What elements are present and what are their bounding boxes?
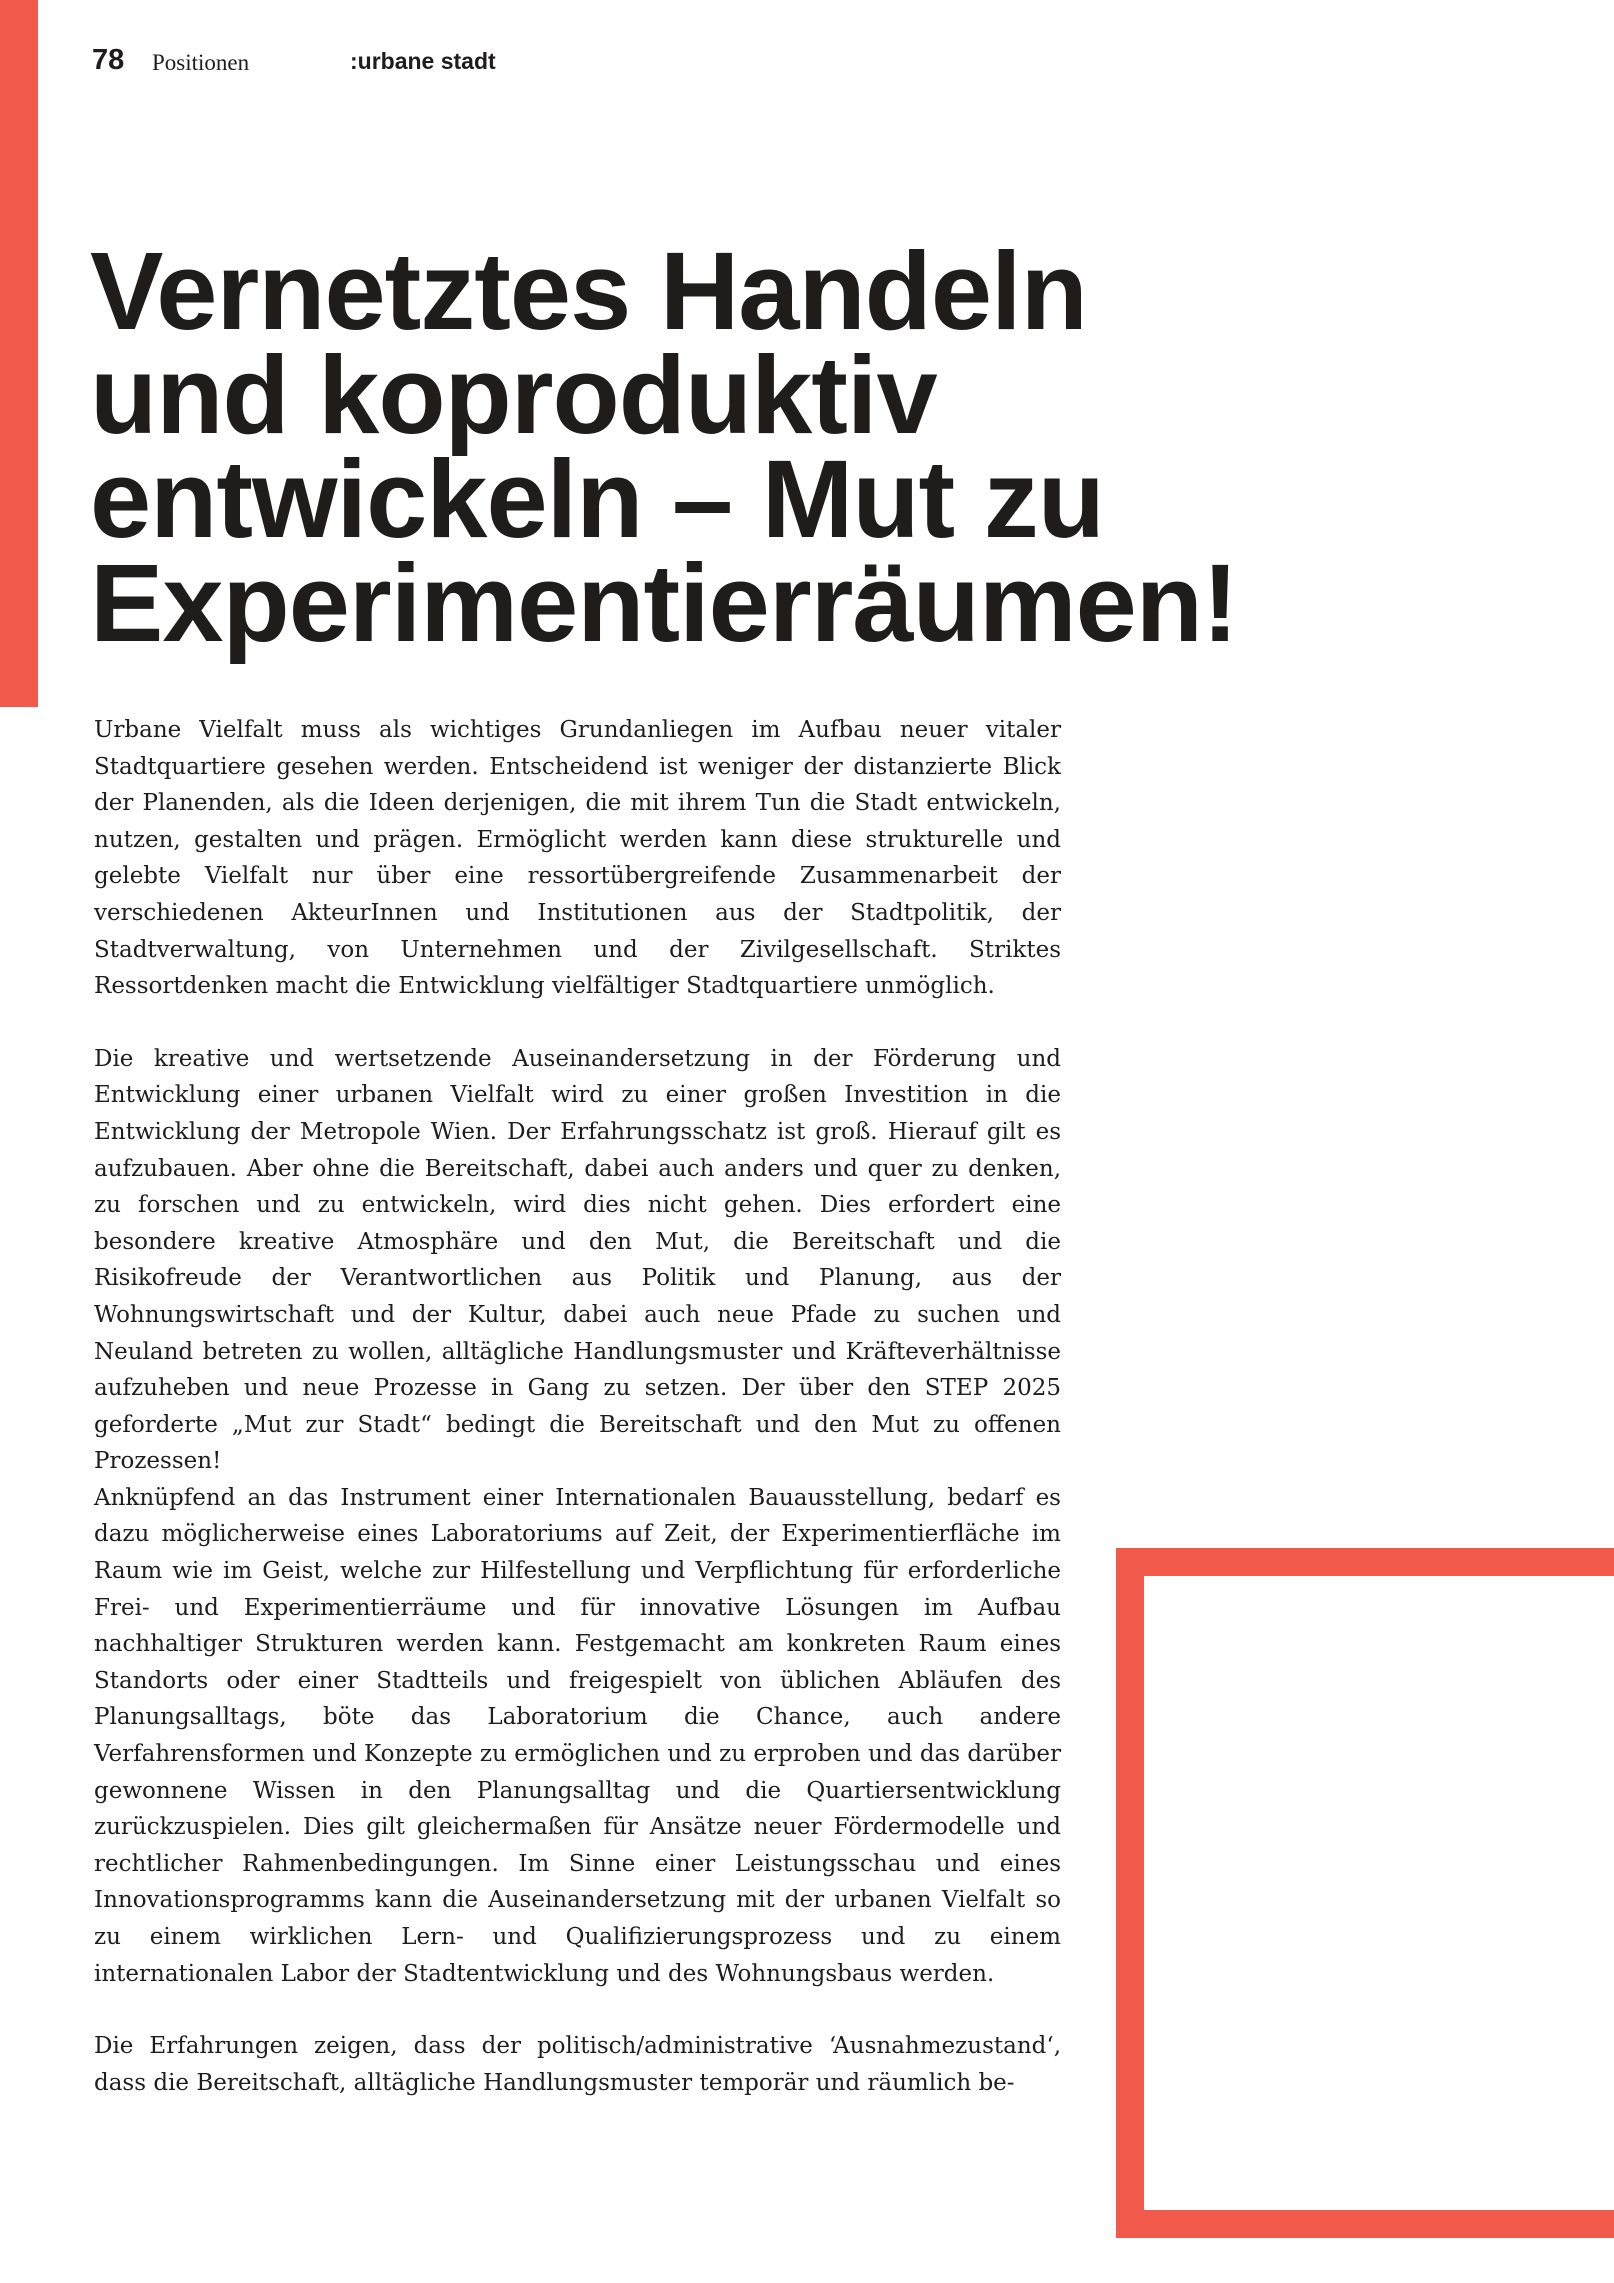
body-paragraph: Die Erfahrungen zeigen, dass der politisch/administrative ‘Ausnahmezustand‘, dass die Bereitschaft, alltägliche Handlungsmuster temporär und räumlich be- bbox=[94, 2033, 1061, 2096]
body-paragraph: Anknüpfend an das Instrument einer Internationalen Bauausstellung, bedarf es dazu möglicherweise eines Laboratoriums auf Zeit, der Experimentierfläche im Raum wie im Geist, welche zur Hilfestellung und Verpflichtung für erforderliche Frei- und Experimentierräume und für innovative Lösungen im Aufbau nachhaltiger Strukturen werden kann. Festgemacht am konkreten Raum eines Standorts oder einer Stadtteils und freigespielt von üblichen Abläufen des Planungsalltags, böte das Laboratorium die Chance, auch andere Verfahrensformen und Konzepte zu ermöglichen und zu erproben und das darüber gewonnene Wissen in den Planungsalltag und die Quartiersentwicklung zurückzuspielen. Dies gilt gleichermaßen für Ansätze neuer Fördermodelle und rechtlicher Rahmenbedingungen. Im Sinne einer Leistungsschau und eines Innovationsprogramms kann die Auseinandersetzung mit der urbanen Vielfalt so zu einem wirklichen Lern- und Qualifizierungsprozess und zu einem internationalen Labor der Stadtentwicklung und des Wohnungsbaus werden. bbox=[94, 1484, 1061, 1987]
title-line: und koproduktiv bbox=[90, 334, 937, 457]
article-title bbox=[90, 230, 1540, 665]
body-paragraph: Die kreative und wertsetzende Auseinandersetzung in der Förderung und Entwicklung einer urbanen Vielfalt wird zu einer großen Investition in die Entwicklung der Metropole Wien. Der Erfahrungsschatz ist groß. Hierauf gilt es aufzubauen. Aber ohne die Bereitschaft, dabei auch anders und quer zu denken, zu forschen und zu entwickeln, wird dies nicht gehen. Dies erfordert eine besondere kreative Atmosphäre und den Mut, die Bereitschaft und die Risikofreude der Verantwortlichen aus Politik und Planung, aus der Wohnungswirtschaft und der Kultur, dabei auch neue Pfade zu suchen und Neuland betreten zu wollen, alltägliche Handlungsmuster und Kräfteverhältnisse aufzuheben und neue Prozesse in Gang zu setzen. Der über den STEP 2025 geforderte „Mut zur Stadt“ bedingt die Bereitschaft und den Mut zu offenen Prozessen! bbox=[94, 1045, 1061, 1475]
title-line: Vernetztes Handeln bbox=[90, 230, 1087, 353]
decorative-frame bbox=[1116, 1548, 1614, 2238]
section-label: Positionen bbox=[152, 50, 250, 75]
article-body bbox=[94, 712, 1061, 2101]
series-label: :urbane stadt bbox=[350, 48, 496, 74]
title-line: entwickeln – Mut zu bbox=[90, 438, 1104, 561]
body-paragraph: Urbane Vielfalt muss als wichtiges Grundanliegen im Aufbau neuer vitaler Stadtquartiere gesehen werden. Entscheidend ist weniger der distanzierte Blick der Planenden, als die Ideen derjenigen, die mit ihrem Tun die Stadt entwickeln, nutzen, gestalten und prägen. Ermöglicht werden kann diese strukturelle und gelebte Vielfalt nur über eine ressortübergreifende Zusammenarbeit der verschiedenen AkteurInnen und Institutionen aus der Stadtpolitik, der Stadtverwaltung, von Unternehmen und der Zivilgesellschaft. Striktes Ressortdenken macht die Entwicklung vielfältiger Stadtquartiere unmöglich. bbox=[94, 717, 1061, 1000]
accent-bar-left bbox=[0, 0, 38, 707]
title-line: Experimentierräumen! bbox=[90, 542, 1238, 665]
page-number: 78 bbox=[92, 44, 125, 76]
